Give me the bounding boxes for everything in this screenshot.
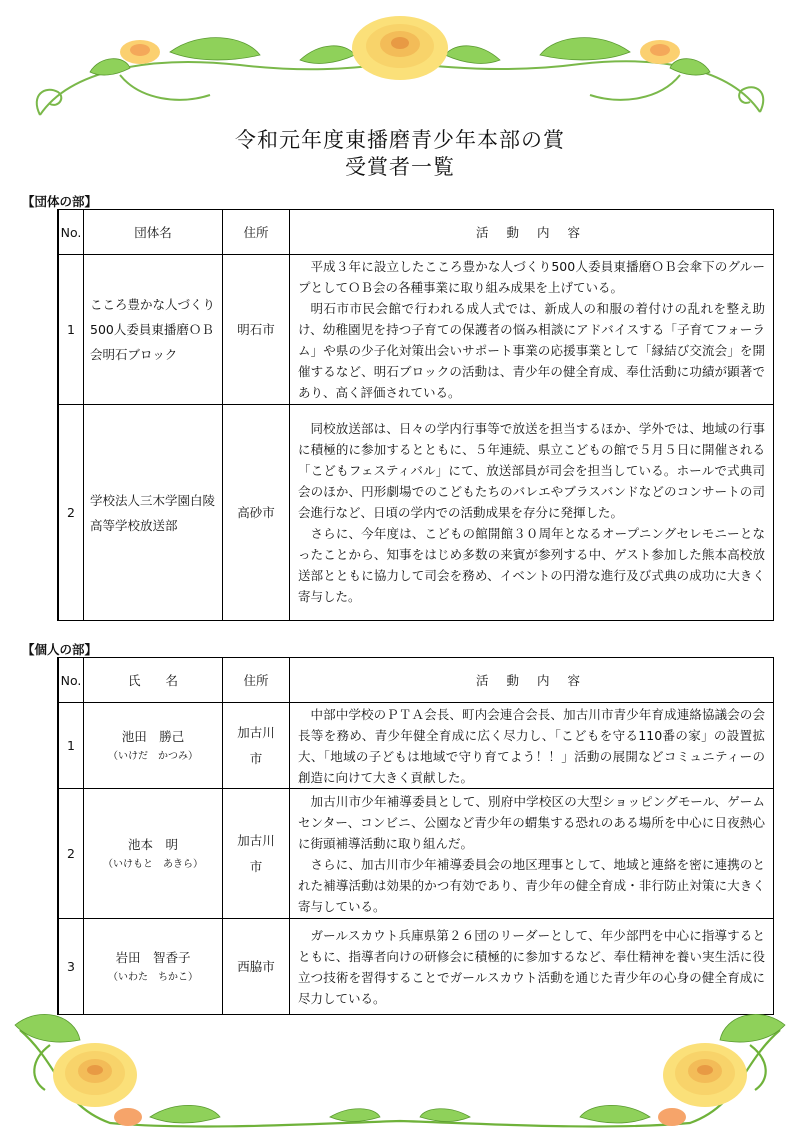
group-awards-table <box>57 209 774 621</box>
bottom-left-rose-icon <box>53 1043 137 1107</box>
person-cell <box>84 789 223 919</box>
title-block <box>0 127 800 181</box>
top-left-bud-icon <box>120 40 160 64</box>
individual-awards-table <box>57 657 774 1015</box>
address: 明石市 <box>223 255 290 405</box>
address: 高砂市 <box>223 405 290 621</box>
bottom-right-bud-icon <box>658 1108 686 1126</box>
column-header-no: No. <box>58 210 84 255</box>
column-header-address: 住所 <box>223 658 290 703</box>
person-cell <box>84 703 223 789</box>
top-right-bud-icon <box>640 40 680 64</box>
column-header-name: 氏 名 <box>84 658 223 703</box>
table-row <box>58 405 774 621</box>
row-number: 3 <box>58 919 84 1015</box>
bottom-left-bud-icon <box>114 1108 142 1126</box>
person-name: 池田 勝己 <box>121 728 185 744</box>
group-name: こころ豊かな人づくり500人委員東播磨ＯＢ会明石ブロック <box>84 255 223 405</box>
table-row <box>58 789 774 919</box>
activity-description <box>290 919 774 1015</box>
activity-paragraph: 中部中学校のＰＴＡ会長、町内会連合会長、加古川市青少年育成連絡協議会の会長等を務め、青少年健全育成に広く尽力し、「こどもを守る110番の家」の設置拡大、「地域の子どもは地域で守り育てよう！！」活動の展開などコミュニティーの創造に向けて大きく貢献した。 <box>298 706 765 785</box>
table-header-row <box>58 210 774 255</box>
group-name: 学校法人三木学園白陵高等学校放送部 <box>84 405 223 621</box>
activity-description <box>290 255 774 405</box>
table-row <box>58 703 774 789</box>
table-row <box>58 255 774 405</box>
activity-paragraph: さらに、今年度は、こどもの館開館３０周年となるオープニングセレモニーとなったことから、知事をはじめ多数の来賓が参列する中、ゲスト参加した熊本高校放送部とともに協力して司会を務め、イベントの円滑な進行及び式典の成功に大きく寄与した。 <box>298 526 765 604</box>
column-header-address: 住所 <box>223 210 290 255</box>
address: 西脇市 <box>223 919 290 1015</box>
bottom-right-rose-icon <box>663 1043 747 1107</box>
person-reading: （いけだ かつみ） <box>108 750 198 762</box>
column-header-activity: 活 動 内 容 <box>290 210 774 255</box>
activity-paragraph: 平成３年に設立したこころ豊かな人づくり500人委員東播磨ＯＢ会傘下のグループとしてＯＢ会の各種事業に取り組み成果を上げている。 <box>298 259 765 295</box>
title-line-1: 令和元年度東播磨青少年本部の賞 <box>235 128 565 152</box>
top-center-rose-icon <box>352 16 448 80</box>
activity-paragraph: さらに、加古川市少年補導委員会の地区理事として、地域と連絡を密に連携のとれた補導活動は効果的かつ有効であり、青少年の健全育成・非行防止対策に大きく寄与している。 <box>298 856 765 914</box>
activity-description <box>290 703 774 789</box>
activity-paragraph: 同校放送部は、日々の学内行事等で放送を担当するほか、学外では、地域の行事に積極的に参加するとともに、５年連続、県立こどもの館で５月５日に開催される「こどもフェスティバル」にて、放送部員が司会を担当している。ホールで式典司会のほか、円形劇場でのこどもたちのバレエやブラスバンドなどのコンサートの司会進行など、日頃の学内での活動成果を存分に発揮した。 <box>298 421 765 520</box>
person-reading: （いわた ちかこ） <box>108 971 198 983</box>
individual-section-heading: 【個人の部】 <box>22 642 98 657</box>
table-row <box>58 919 774 1015</box>
row-number: 1 <box>58 255 84 405</box>
table-header-row <box>58 658 774 703</box>
column-header-activity: 活 動 内 容 <box>290 658 774 703</box>
activity-description <box>290 405 774 621</box>
group-section-heading: 【団体の部】 <box>22 194 98 209</box>
row-number: 2 <box>58 789 84 919</box>
person-name: 池本 明 <box>127 836 178 852</box>
person-cell <box>84 919 223 1015</box>
address: 加古川市 <box>223 789 290 919</box>
column-header-name: 団体名 <box>84 210 223 255</box>
column-header-no: No. <box>58 658 84 703</box>
activity-description <box>290 789 774 919</box>
title-line-2: 受賞者一覧 <box>345 155 455 179</box>
bottom-rose-vine-decoration <box>0 1005 800 1131</box>
person-name: 岩田 智香子 <box>115 949 191 965</box>
row-number: 1 <box>58 703 84 789</box>
row-number: 2 <box>58 405 84 621</box>
address: 加古川市 <box>223 703 290 789</box>
activity-paragraph: ガールスカウト兵庫県第２６団のリーダーとして、年少部門を中心に指導するとともに、指導者向けの研修会に積極的に参加するなど、奉仕精神を養い実生活に役立つ技術を習得することでガールスカウト活動を通じた青少年の心身の健全育成に尽力している。 <box>298 927 765 1006</box>
activity-paragraph: 明石市市民会館で行われる成人式では、新成人の和服の着付けの乱れを整え助け、幼稚園児を持つ子育ての保護者の悩み相談にアドバイスする「子育てフォーラム」や県の少子化対策出会いサポート事業の応援事業として「縁結び交流会」を開催するなど、明石ブロックの活動は、青少年の健全育成、奉仕活動に功績が顕著であり、高く評価されている。 <box>298 301 765 400</box>
activity-paragraph: 加古川市少年補導委員として、別府中学校区の大型ショッピングモール、ゲームセンター、コンビニ、公園など青少年の蝟集する恐れのある場所を中心に日夜熱心に街頭補導活動に取り組んだ。 <box>298 793 765 851</box>
top-rose-vine-decoration <box>0 0 800 140</box>
person-reading: （いけもと あきら） <box>103 858 203 870</box>
